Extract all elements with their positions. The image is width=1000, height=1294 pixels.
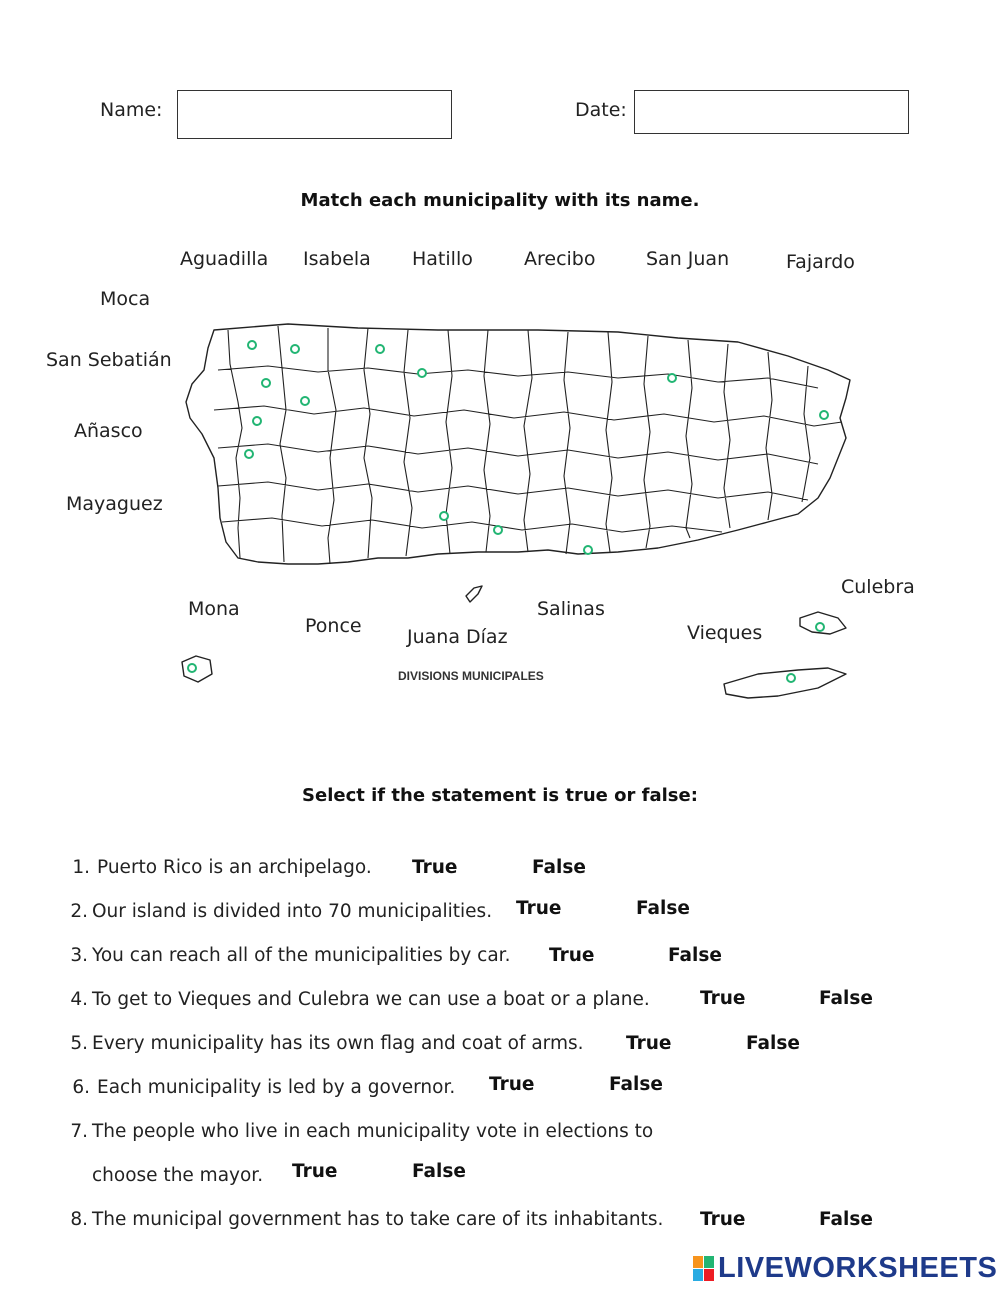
date-label: Date: <box>575 99 627 121</box>
word-culebra[interactable]: Culebra <box>841 576 915 598</box>
name-label: Name: <box>100 99 163 121</box>
drop-target-san-juan[interactable] <box>667 373 677 383</box>
q7-false-option[interactable]: False <box>412 1161 466 1182</box>
q2-false-option[interactable]: False <box>636 898 690 919</box>
drop-target-juana-diaz[interactable] <box>439 511 449 521</box>
word-arecibo[interactable]: Arecibo <box>524 248 596 270</box>
word-anasco[interactable]: Añasco <box>74 420 143 442</box>
drop-target-culebra[interactable] <box>815 622 825 632</box>
word-ponce[interactable]: Ponce <box>305 615 362 637</box>
q5-true-option[interactable]: True <box>626 1033 672 1054</box>
question-number: 4. <box>70 989 88 1010</box>
word-mona[interactable]: Mona <box>188 598 240 620</box>
drop-target-mona[interactable] <box>187 663 197 673</box>
date-field[interactable] <box>634 90 909 134</box>
question-number: 6. <box>72 1077 90 1098</box>
liveworksheets-logo-icon <box>693 1256 715 1282</box>
word-san-sebastian[interactable]: San Sebatián <box>46 349 172 371</box>
drop-target-moca[interactable] <box>261 378 271 388</box>
drop-target-san-sebastian[interactable] <box>300 396 310 406</box>
q7-true-option[interactable]: True <box>292 1161 338 1182</box>
word-fajardo[interactable]: Fajardo <box>786 251 855 273</box>
drop-target-fajardo[interactable] <box>819 410 829 420</box>
q4-false-option[interactable]: False <box>819 988 873 1009</box>
q3-true-option[interactable]: True <box>549 945 595 966</box>
match-instruction: Match each municipality with its name. <box>300 190 700 211</box>
q8-false-option[interactable]: False <box>819 1209 873 1230</box>
question-text: Every municipality has its own flag and coat of arms. <box>92 1033 584 1054</box>
drop-target-arecibo[interactable] <box>417 368 427 378</box>
word-salinas[interactable]: Salinas <box>537 598 605 620</box>
caja-de-muertos-island <box>466 586 482 602</box>
question-text: Puerto Rico is an archipelago. <box>97 857 372 878</box>
puerto-rico-map <box>178 318 858 710</box>
map-caption: DIVISIONS MUNICIPALES <box>398 669 544 683</box>
question-number: 5. <box>70 1033 88 1054</box>
liveworksheets-logo[interactable]: LIVEWORKSHEETS <box>718 1252 998 1284</box>
question-text: Each municipality is led by a governor. <box>97 1077 456 1098</box>
question-number: 8. <box>70 1209 88 1230</box>
question-text: The people who live in each municipality vote in elections to <box>92 1121 654 1142</box>
q8-true-option[interactable]: True <box>700 1209 746 1230</box>
word-mayaguez[interactable]: Mayaguez <box>66 493 163 515</box>
drop-target-salinas[interactable] <box>583 545 593 555</box>
question-number: 3. <box>70 945 88 966</box>
word-hatillo[interactable]: Hatillo <box>412 248 473 270</box>
word-san-juan[interactable]: San Juan <box>646 248 730 270</box>
word-juana-diaz[interactable]: Juana Díaz <box>407 626 508 648</box>
q2-true-option[interactable]: True <box>516 898 562 919</box>
q1-true-option[interactable]: True <box>412 857 458 878</box>
drop-target-aguadilla[interactable] <box>247 340 257 350</box>
drop-target-vieques[interactable] <box>786 673 796 683</box>
drop-target-hatillo[interactable] <box>375 344 385 354</box>
q3-false-option[interactable]: False <box>668 945 722 966</box>
q4-true-option[interactable]: True <box>700 988 746 1009</box>
tf-instruction: Select if the statement is true or false: <box>302 785 698 806</box>
question-number: 7. <box>70 1121 88 1142</box>
drop-target-isabela[interactable] <box>290 344 300 354</box>
question-text-continued: choose the mayor. <box>92 1165 264 1186</box>
q6-true-option[interactable]: True <box>489 1074 535 1095</box>
word-isabela[interactable]: Isabela <box>303 248 371 270</box>
word-vieques[interactable]: Vieques <box>687 622 763 644</box>
question-text: You can reach all of the municipalities by car. <box>92 945 511 966</box>
drop-target-anasco[interactable] <box>252 416 262 426</box>
word-moca[interactable]: Moca <box>100 288 151 310</box>
question-text: To get to Vieques and Culebra we can use a boat or a plane. <box>92 989 650 1010</box>
municipal-lines <box>214 326 842 564</box>
drop-target-mayaguez[interactable] <box>244 449 254 459</box>
question-number: 2. <box>70 901 88 922</box>
question-number: 1. <box>72 857 90 878</box>
word-aguadilla[interactable]: Aguadilla <box>180 248 269 270</box>
question-text: Our island is divided into 70 municipalities. <box>92 901 493 922</box>
question-text: The municipal government has to take care of its inhabitants. <box>92 1209 664 1230</box>
q5-false-option[interactable]: False <box>746 1033 800 1054</box>
name-field[interactable] <box>177 90 452 139</box>
q1-false-option[interactable]: False <box>532 857 586 878</box>
q6-false-option[interactable]: False <box>609 1074 663 1095</box>
vieques-island <box>724 668 846 698</box>
main-island-outline <box>186 324 850 564</box>
drop-target-ponce[interactable] <box>493 525 503 535</box>
